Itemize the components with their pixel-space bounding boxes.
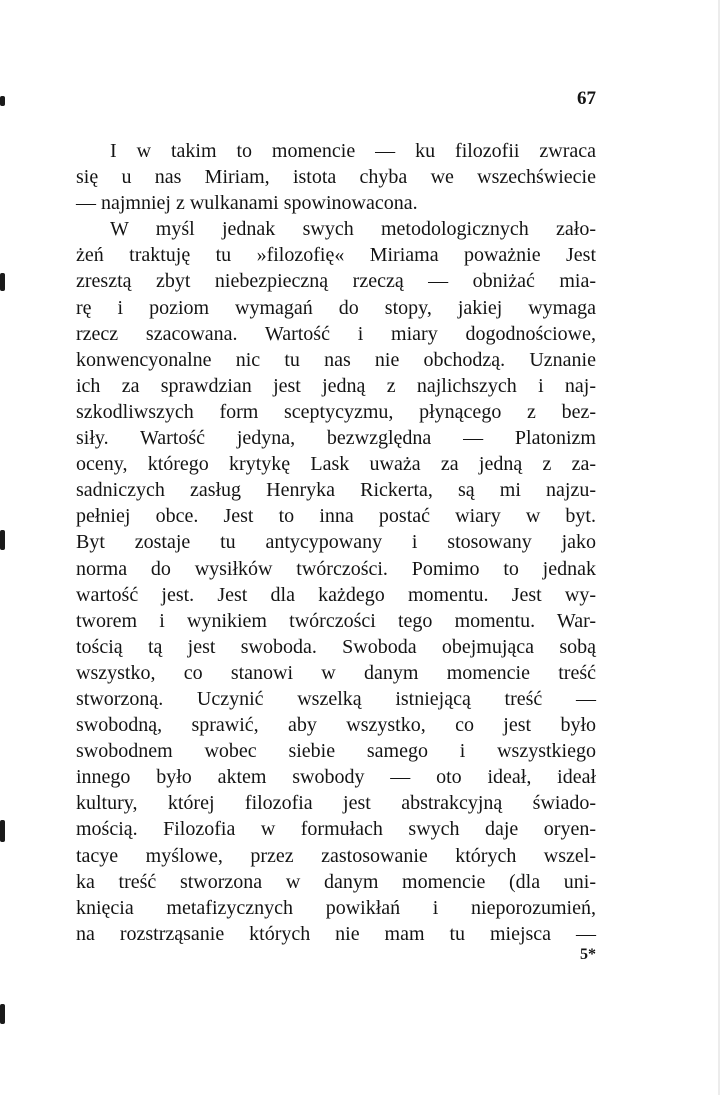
text-line: oceny, którego krytykę Lask uważa za jedną z za- [76,453,596,476]
text-line: mością. Filozofia w formułach swych daje oryen- [76,818,596,841]
text-line: tacye myślowe, przez zastosowanie których wszel- [76,844,596,867]
text-line: innego było aktem swobody — oto ideał, ideał [76,766,596,789]
page-number: 67 [577,88,596,109]
text-line: stworzoną. Uczynić wszelką istniejącą treść — [76,687,596,710]
text-line: żeń traktuję tu »filozofię« Miriama poważnie Jest [76,244,596,267]
text-line: na rozstrząsanie których nie mam tu miejsca — [76,922,596,945]
text-line: ich za sprawdzian jest jedną z najlichszych i naj- [76,374,596,397]
text-line: ka treść stworzona w danym momencie (dla uni- [76,870,596,893]
scan-edge-mark [0,820,5,842]
text-line: zresztą zbyt niebezpieczną rzeczą — obniżać mia- [76,270,596,293]
text-line: swobodnem wobec siebie samego i wszystkiego [76,740,596,763]
scan-edge-mark [0,530,5,550]
text-line: kultury, której filozofia jest abstrakcyjną świado- [76,792,596,815]
printer-signature-mark: 5* [580,946,596,963]
text-line: norma do wysiłków twórczości. Pomimo to jednak [76,557,596,580]
text-line: siły. Wartość jedyna, bezwzględna — Platonizm [76,427,596,450]
body-text [76,138,596,947]
text-line: konwencyonalne nic tu nas nie obchodzą. Uznanie [76,348,596,371]
text-line: wartość jest. Jest dla każdego momentu. Jest wy- [76,583,596,606]
text-line: sadniczych zasług Henryka Rickerta, są mi najzu- [76,479,596,502]
text-line: knięcia metafizycznych powikłań i nieporozumień, [76,896,596,919]
text-line: W myśl jednak swych metodologicznych zało- [110,218,596,241]
text-line: wszystko, co stanowi w danym momencie treść [76,661,596,684]
text-line: tością tą jest swoboda. Swoboda obejmująca sobą [76,635,596,658]
text-line: rę i poziom wymagań do stopy, jakiej wymaga [76,296,596,319]
text-line: Byt zostaje tu antycypowany i stosowany jako [76,531,596,554]
text-line: szkodliwszych form sceptycyzmu, płynącego z bez- [76,400,596,423]
text-line: pełniej obce. Jest to inna postać wiary w byt. [76,505,596,528]
text-line: się u nas Miriam, istota chyba we wszechświecie [76,166,596,189]
text-line: tworem i wynikiem twórczości tego momentu. War- [76,609,596,632]
text-line: swobodną, sprawić, aby wszystko, co jest było [76,714,596,737]
scan-edge-mark [0,273,5,291]
scan-edge-mark [0,1004,5,1024]
scan-edge-mark [0,96,5,106]
text-line: rzecz szacowana. Wartość i miary dogodnościowe, [76,322,596,345]
text-line: — najmniej z wulkanami spowinowacona. [76,192,418,215]
text-line: I w takim to momencie — ku filozofii zwraca [110,140,596,162]
